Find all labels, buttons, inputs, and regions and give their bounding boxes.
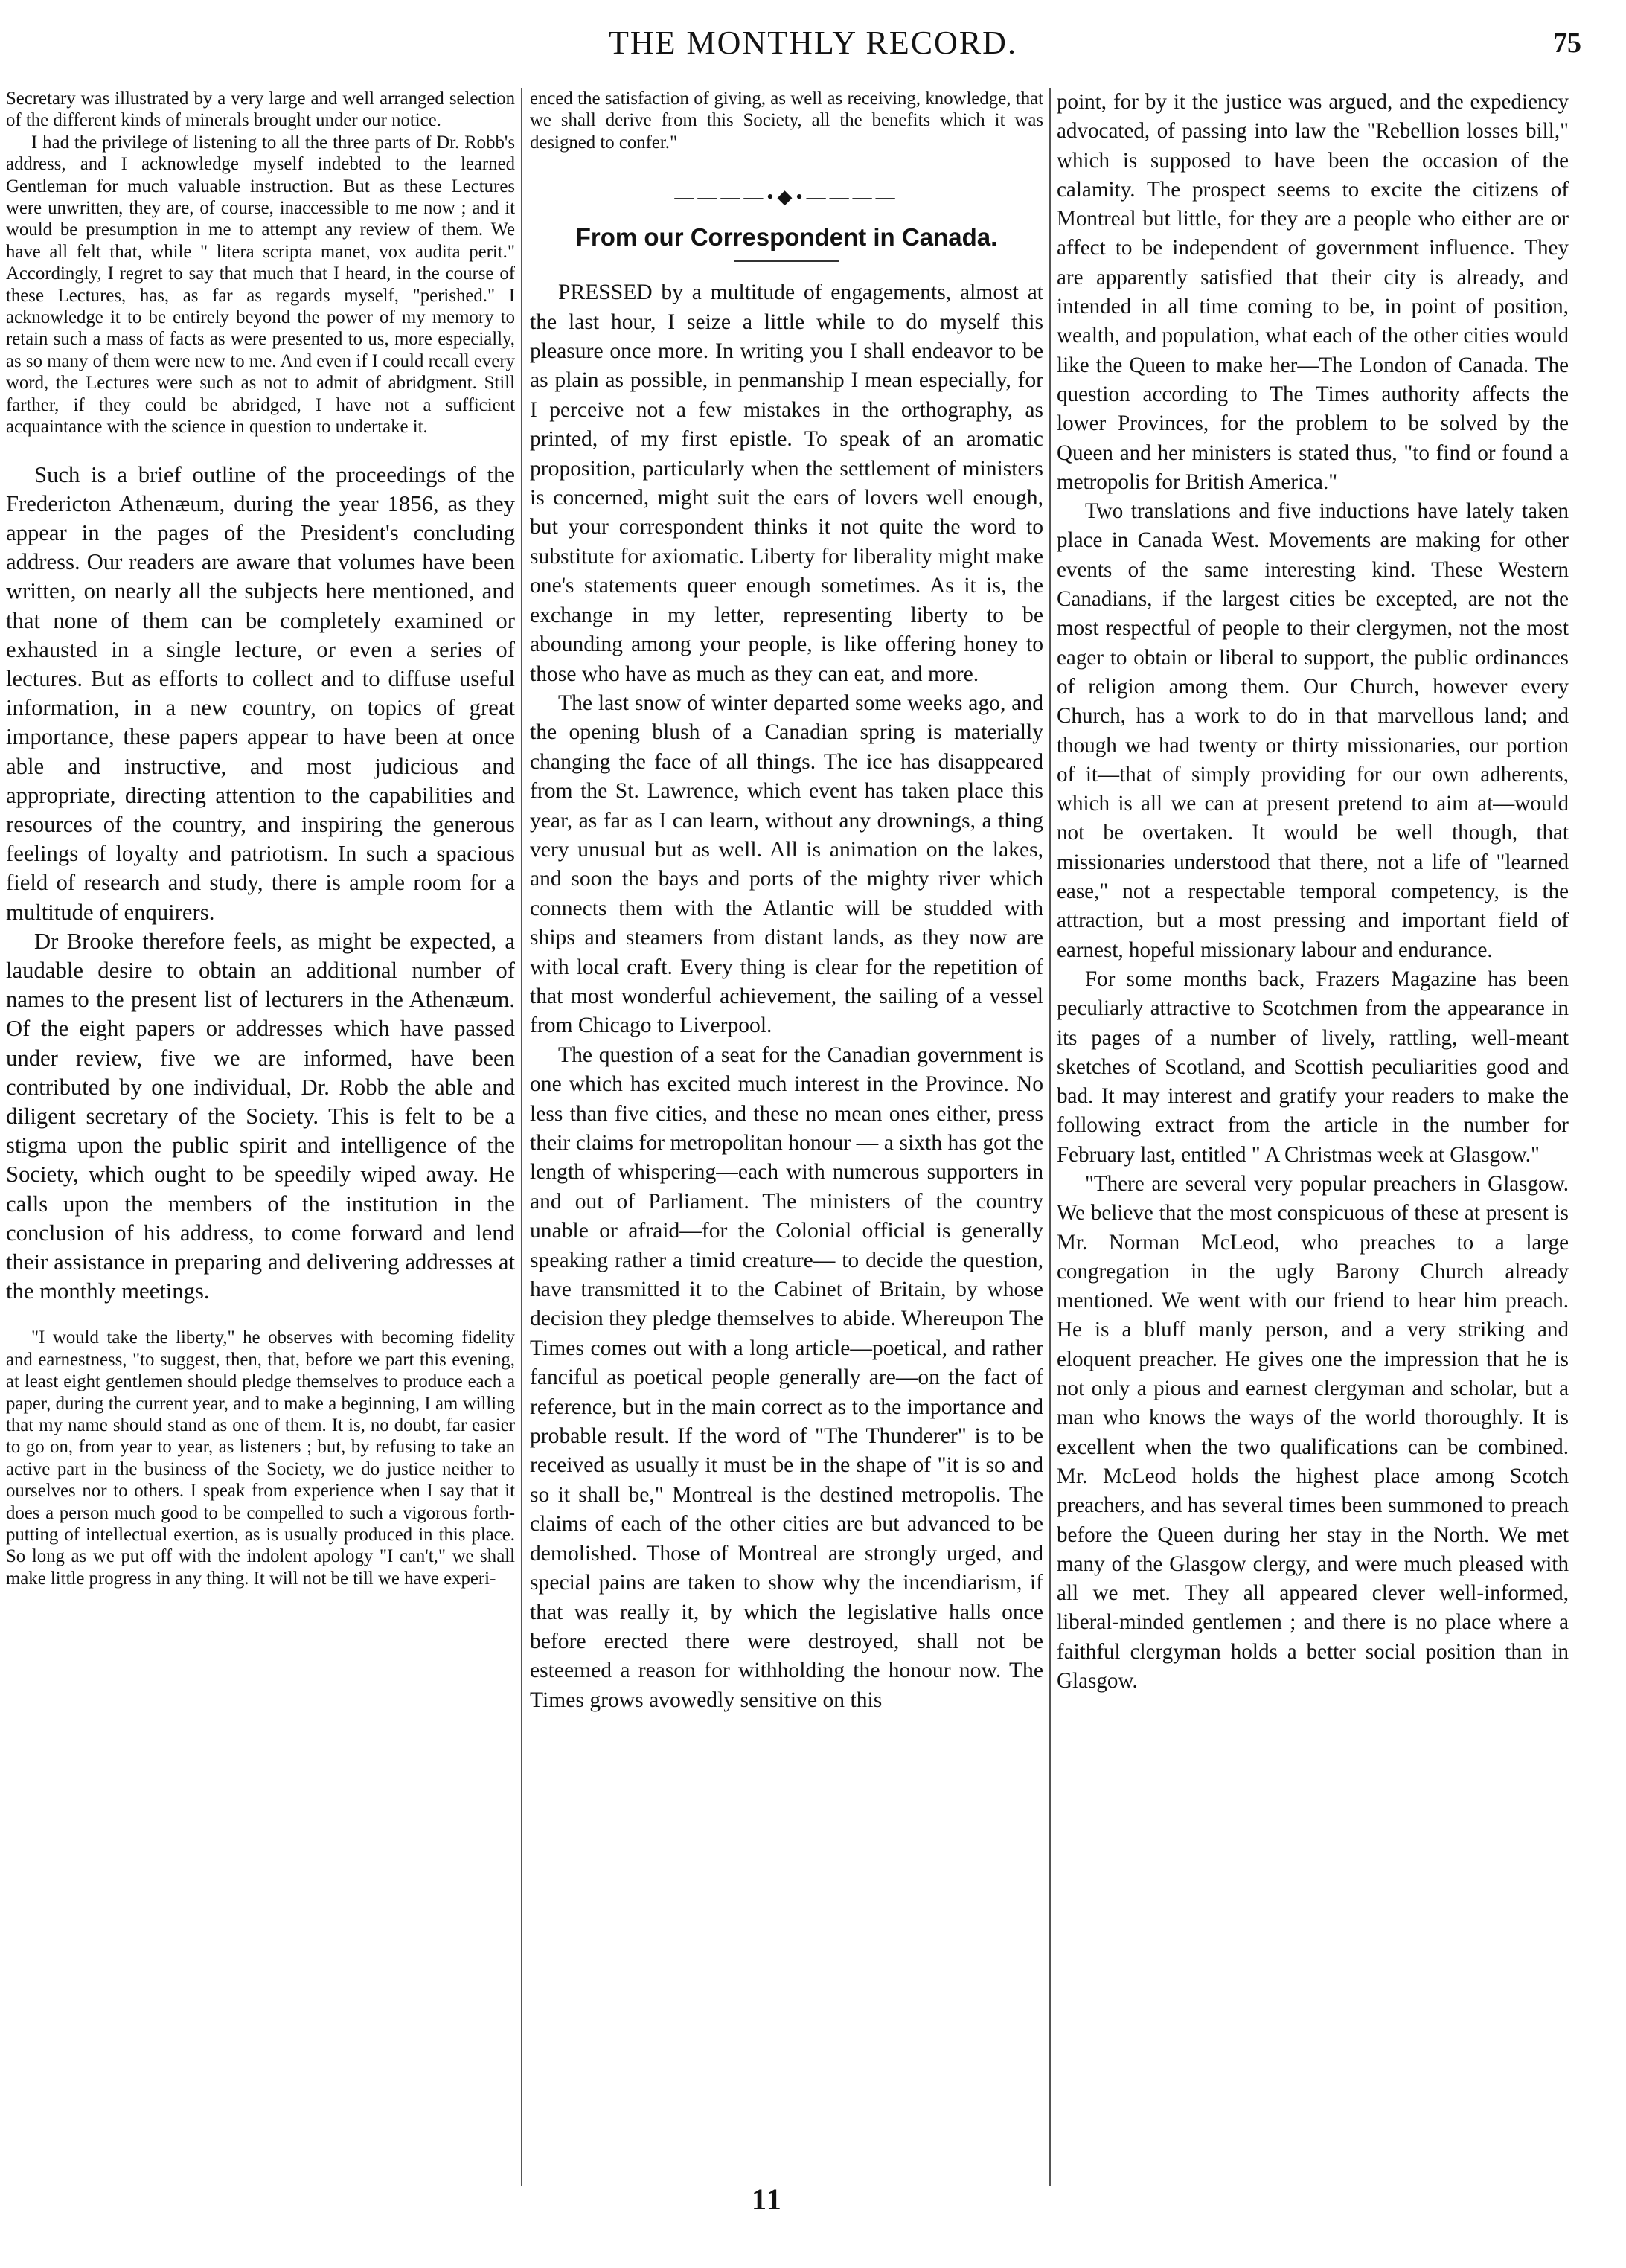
column-middle [530,88,1043,2186]
section-heading: From our Correspondent in Canada. [575,223,998,252]
large-type-block [530,278,1043,1715]
column-left [6,88,515,2186]
page-number: 75 [1553,28,1581,59]
paragraph: Such is a brief outline of the proceedings of the Fredericton Athenæum, during the year 1856, as they appear in the pages of the President's concluding address. Our readers are aware that volumes have been written, on nearly all the subjects here mentioned, and that none of them can be completely examined or exhausted in a single lecture, or even a series of lectures. But as efforts to collect and to diffuse useful information, in a new country, on topics of great importance, these papers appear to have been at once able and instructive, and most judicious and appropriate, directing attention to the capabilities and resources of the country, and inspiring the generous feelings of loyalty and patriotism. In such a spacious field of research and study, there is ample room for a multitude of enquirers. [6,461,515,925]
running-title: THE MONTHLY RECORD. [609,25,1017,61]
column-rule-left [521,88,522,2186]
paragraph: For some months back, Frazers Magazine has been peculiarly attractive to Scotchmen from the appearance in its pages of a number of lively, rattling, well-meant sketches of Scotland, and Scottish peculiarities good and bad. It may interest and gratify your readers to make the following extract from the article in the number for February last, entitled " A Christmas week at Glasgow." [1057,967,1569,1167]
paragraph: Two translations and five inductions have lately taken place in Canada West. Movements are making for other events of the same interesting kind. These Western Canadians, if the largest cities be excepted, are not the most respectful of people to their clergymen, not the most eager to obtain or liberal to support, the public ordinances of religion among them. Our Church, however every Church, has a work to do in that marvellous land; and though we had twenty or thirty missionaries, our portion of it—that of simply providing for our own adherents, which is all we can at present pretend to aim at—would not be overtaken. It would be well though, that missionaries understood that there, not a life of "learned ease," not a respectable temporal competency, is the attraction, but a most pressing and important field of earnest, hopeful missionary labour and endurance. [1057,499,1569,962]
large-type-block [6,461,515,1307]
spacer [6,1306,515,1327]
small-type-block [530,88,1043,153]
paragraph: point, for by it the justice was argued, and the expediency advocated, of passing into law the "Rebellion losses bill," which is supposed to have been the occasion of the calamity. The prospect seems to excite the citizens of Montreal but little, for they are a people who either are or affect to be independent of government influence. They are apparently satisfied that their city is already, and intended in all time coming to be, in point of position, wealth, and population, what each of the other cities would like the Queen to make her—The London of Canada. The question according to The Times authority affects the lower Provinces, for the problem to be solved by the Queen and her ministers is stated thus, "to find or found a metropolis for British America." [1057,90,1569,494]
large-type-block [1057,88,1569,1696]
paragraph: "There are several very popular preachers in Glasgow. We believe that the most conspicuous of these at present is Mr. Norman McLeod, who preaches to a large congregation in the ugly Barony Church already mentioned. We went with our friend to hear him preach. He is a bluff manly person, and a very striking and eloquent preacher. He gives one the impression that he is not only a pious and earnest clergyman and scholar, but a man who knows the ways of the world thoroughly. It is excellent when the two qualifications can be combined. Mr. McLeod holds the highest place among Scotch preachers, and has several times been summoned to preach before the Queen during her stay in the North. We met many of the Glasgow clergy, and were much pleased with all we met. They all appeared clever well-informed, liberal-minded gentlemen ; and there is no place where a faithful clergyman holds a better social position than in Glasgow. [1057,1171,1569,1694]
paragraph: "I would take the liberty," he observes with becoming fidelity and earnestness, "to suggest, then, that, before we part this evening, at least eight gentlemen should pledge themselves to produce each a paper, during the current year, and to make a beginning, I am willing that my name should stand as one of them. It is, no doubt, far easier to go on, from year to year, as listeners ; but, by refusing to take an active part in the business of the Society, we do justice neither to ourselves nor to others. I speak from experience when I say that it does a person much good to be compelled to such a vigorous forth-putting of intellectual exertion, as is usually produced in this place. So long as we put off with the indolent apology "I can't," we shall make little progress in any thing. It will not be till we have experi- [6,1327,515,1589]
small-type-block [6,88,515,438]
section-ornament: ————•◆•———— [674,186,899,208]
paragraph: Dr Brooke therefore feels, as might be expected, a laudable desire to obtain an additional number of names to the present list of lecturers in the Athenæum. Of the eight papers or addresses which have passed under review, five we are informed, have been contributed by one individual, Dr. Robb the able and diligent secretary of the Society. This is felt to be a stigma upon the public spirit and intelligence of the Society, which ought to be speedily wiped away. He calls upon the members of the institution in the conclusion of his address, to come forward and lend their assistance in preparing and delivering addresses at the monthly meetings. [6,928,515,1304]
paragraph: Secretary was illustrated by a very large and well arranged selection of the different kinds of minerals brought under our notice. [6,89,515,131]
paragraph: The question of a seat for the Canadian government is one which has excited much interest in the Province. No less than five cities, and these no mean ones either, press their claims for metropolitan honour — a sixth has got the length of whispering—each with numerous supporters in and out of Parliament. The ministers of the country unable or afraid—for the Colonial official is generally speaking rather a timid creature— to decide the question, have transmitted it to the Cabinet of Britain, by whose decision they pledge themselves to abide. Whereupon The Times comes out with a long article—poetical, and rather fanciful as poetical people generally are—on the fact of reference, but in the main correct as to the importance and probable result. If the word of "The Thunderer" is to be received as usually it must be in the shape of "it is so and so it shall be," Montreal is the destined metropolis. The claims of each of the other cities are but advanced to be demolished. Those of Montreal are strongly urged, and special pains are taken to show why the incendiarism, if that was really it, by which the legislative halls once before erected there were destroyed, shall not be esteemed a reason for withholding the honour now. The Times grows avowedly sensitive on this [530,1042,1043,1712]
column-rule-right [1049,88,1051,2186]
column-right [1057,88,1569,2186]
paragraph: I had the privilege of listening to all the three parts of Dr. Robb's address, and I acknowledge myself indebted to the learned Gentleman for much valuable instruction. But as these Lectures were unwritten, they are, of course, inaccessible to me now ; and it would be presumption in me to attempt any review of them. We have all felt that, while " litera scripta manet, vox audita perit." Accordingly, I regret to say that much that I heard, in the course of these Lectures, has, as far as regards myself, "perished." I acknowledge it to be entirely beyond the power of my memory to retain such a mass of facts as were presented to us, more especially, as so many of them were new to me. And even if I could recall every word, the Lectures were such as not to admit of abridgment. Still farther, if they could be abridged, I have not a sufficient acquaintance with the science in question to undertake it. [6,132,515,438]
heading-rule [734,260,839,262]
running-head [45,13,1581,67]
signature-mark: 11 [752,2182,783,2216]
small-type-block [6,1327,515,1589]
spacer [6,438,515,461]
paragraph: enced the satisfaction of giving, as well as receiving, knowledge, that we shall derive from this Society, all the benefits which it was designed to confer." [530,89,1043,153]
paragraph: The last snow of winter departed some weeks ago, and the opening blush of a Canadian spring is materially changing the face of all things. The ice has disappeared from the St. Lawrence, which event has taken place this year, as far as I can learn, without any drownings, a thing very unusual but as well. All is animation on the lakes, and soon the bays and ports of the mighty river which connects them with the Atlantic will be studded with ships and steamers from distant lands, as they now are with local craft. Every thing is clear for the repetition of that most wonderful achievement, the sailing of a vessel from Chicago to Liverpool. [530,691,1043,1038]
paragraph: PRESSED by a multitude of engagements, almost at the last hour, I seize a little while to do myself this pleasure once more. In writing you I shall endeavor to be as plain as possible, in penmanship I mean especially, for I perceive not a few mistakes in the orthography, as printed, of my first epistle. To speak of an aromatic proposition, particularly when the settlement of ministers is concerned, might suit the ears of lovers well enough, but your correspondent thinks it not quite the word to substitute for axiomatic. Liberty for liberality might make one's statements queer enough sometimes. As it is, the exchange in my letter, representing liberty to be abounding among your people, is like offering honey to those who have as much as they can eat, and more. [530,281,1043,686]
